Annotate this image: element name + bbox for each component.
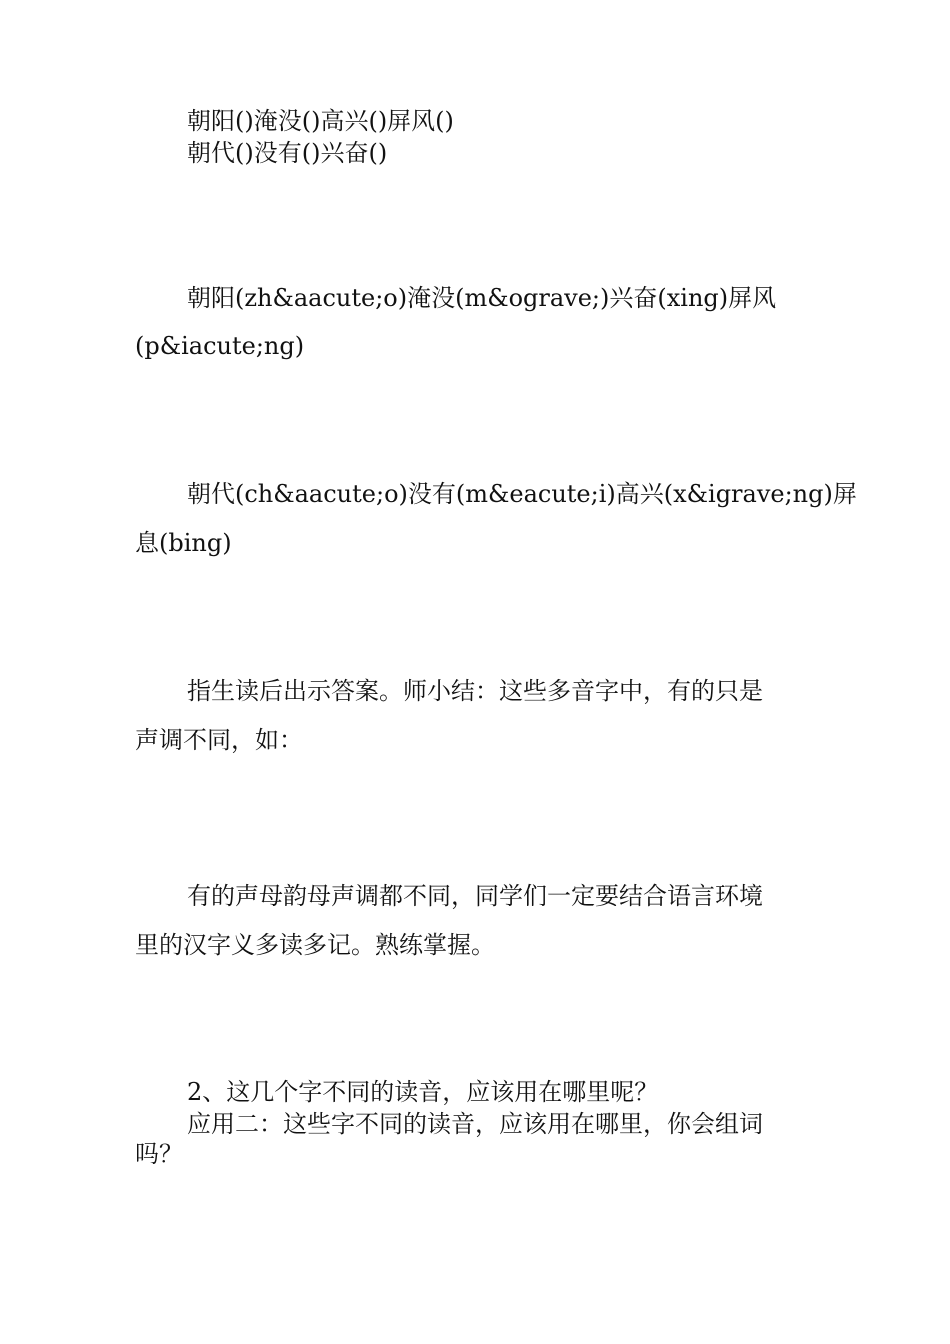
text-line: (p&iacute;ng) (135, 332, 305, 360)
text-line: 声调不同，如： (135, 726, 303, 754)
text-line: 朝阳()淹没()高兴()屏风() (187, 107, 454, 135)
text-line: 吗？ (135, 1140, 183, 1168)
text-line: 朝阳(zh&aacute;o)淹没(m&ograve;)兴奋(xing)屏风 (187, 284, 777, 312)
text-line: 指生读后出示答案。师小结：这些多音字中，有的只是 (187, 677, 763, 705)
text-line: 朝代()没有()兴奋() (187, 139, 388, 167)
text-line: 应用二：这些字不同的读音，应该用在哪里，你会组词 (187, 1110, 763, 1138)
text-line: 朝代(ch&aacute;o)没有(m&eacute;i)高兴(x&igrave;ng)屏 (187, 480, 857, 508)
text-line: 里的汉字义多读多记。熟练掌握。 (135, 931, 495, 959)
text-line: 有的声母韵母声调都不同，同学们一定要结合语言环境 (187, 882, 763, 910)
text-line: 2、这几个字不同的读音，应该用在哪里呢？ (187, 1078, 659, 1106)
text-line: 息(bing) (135, 529, 232, 557)
